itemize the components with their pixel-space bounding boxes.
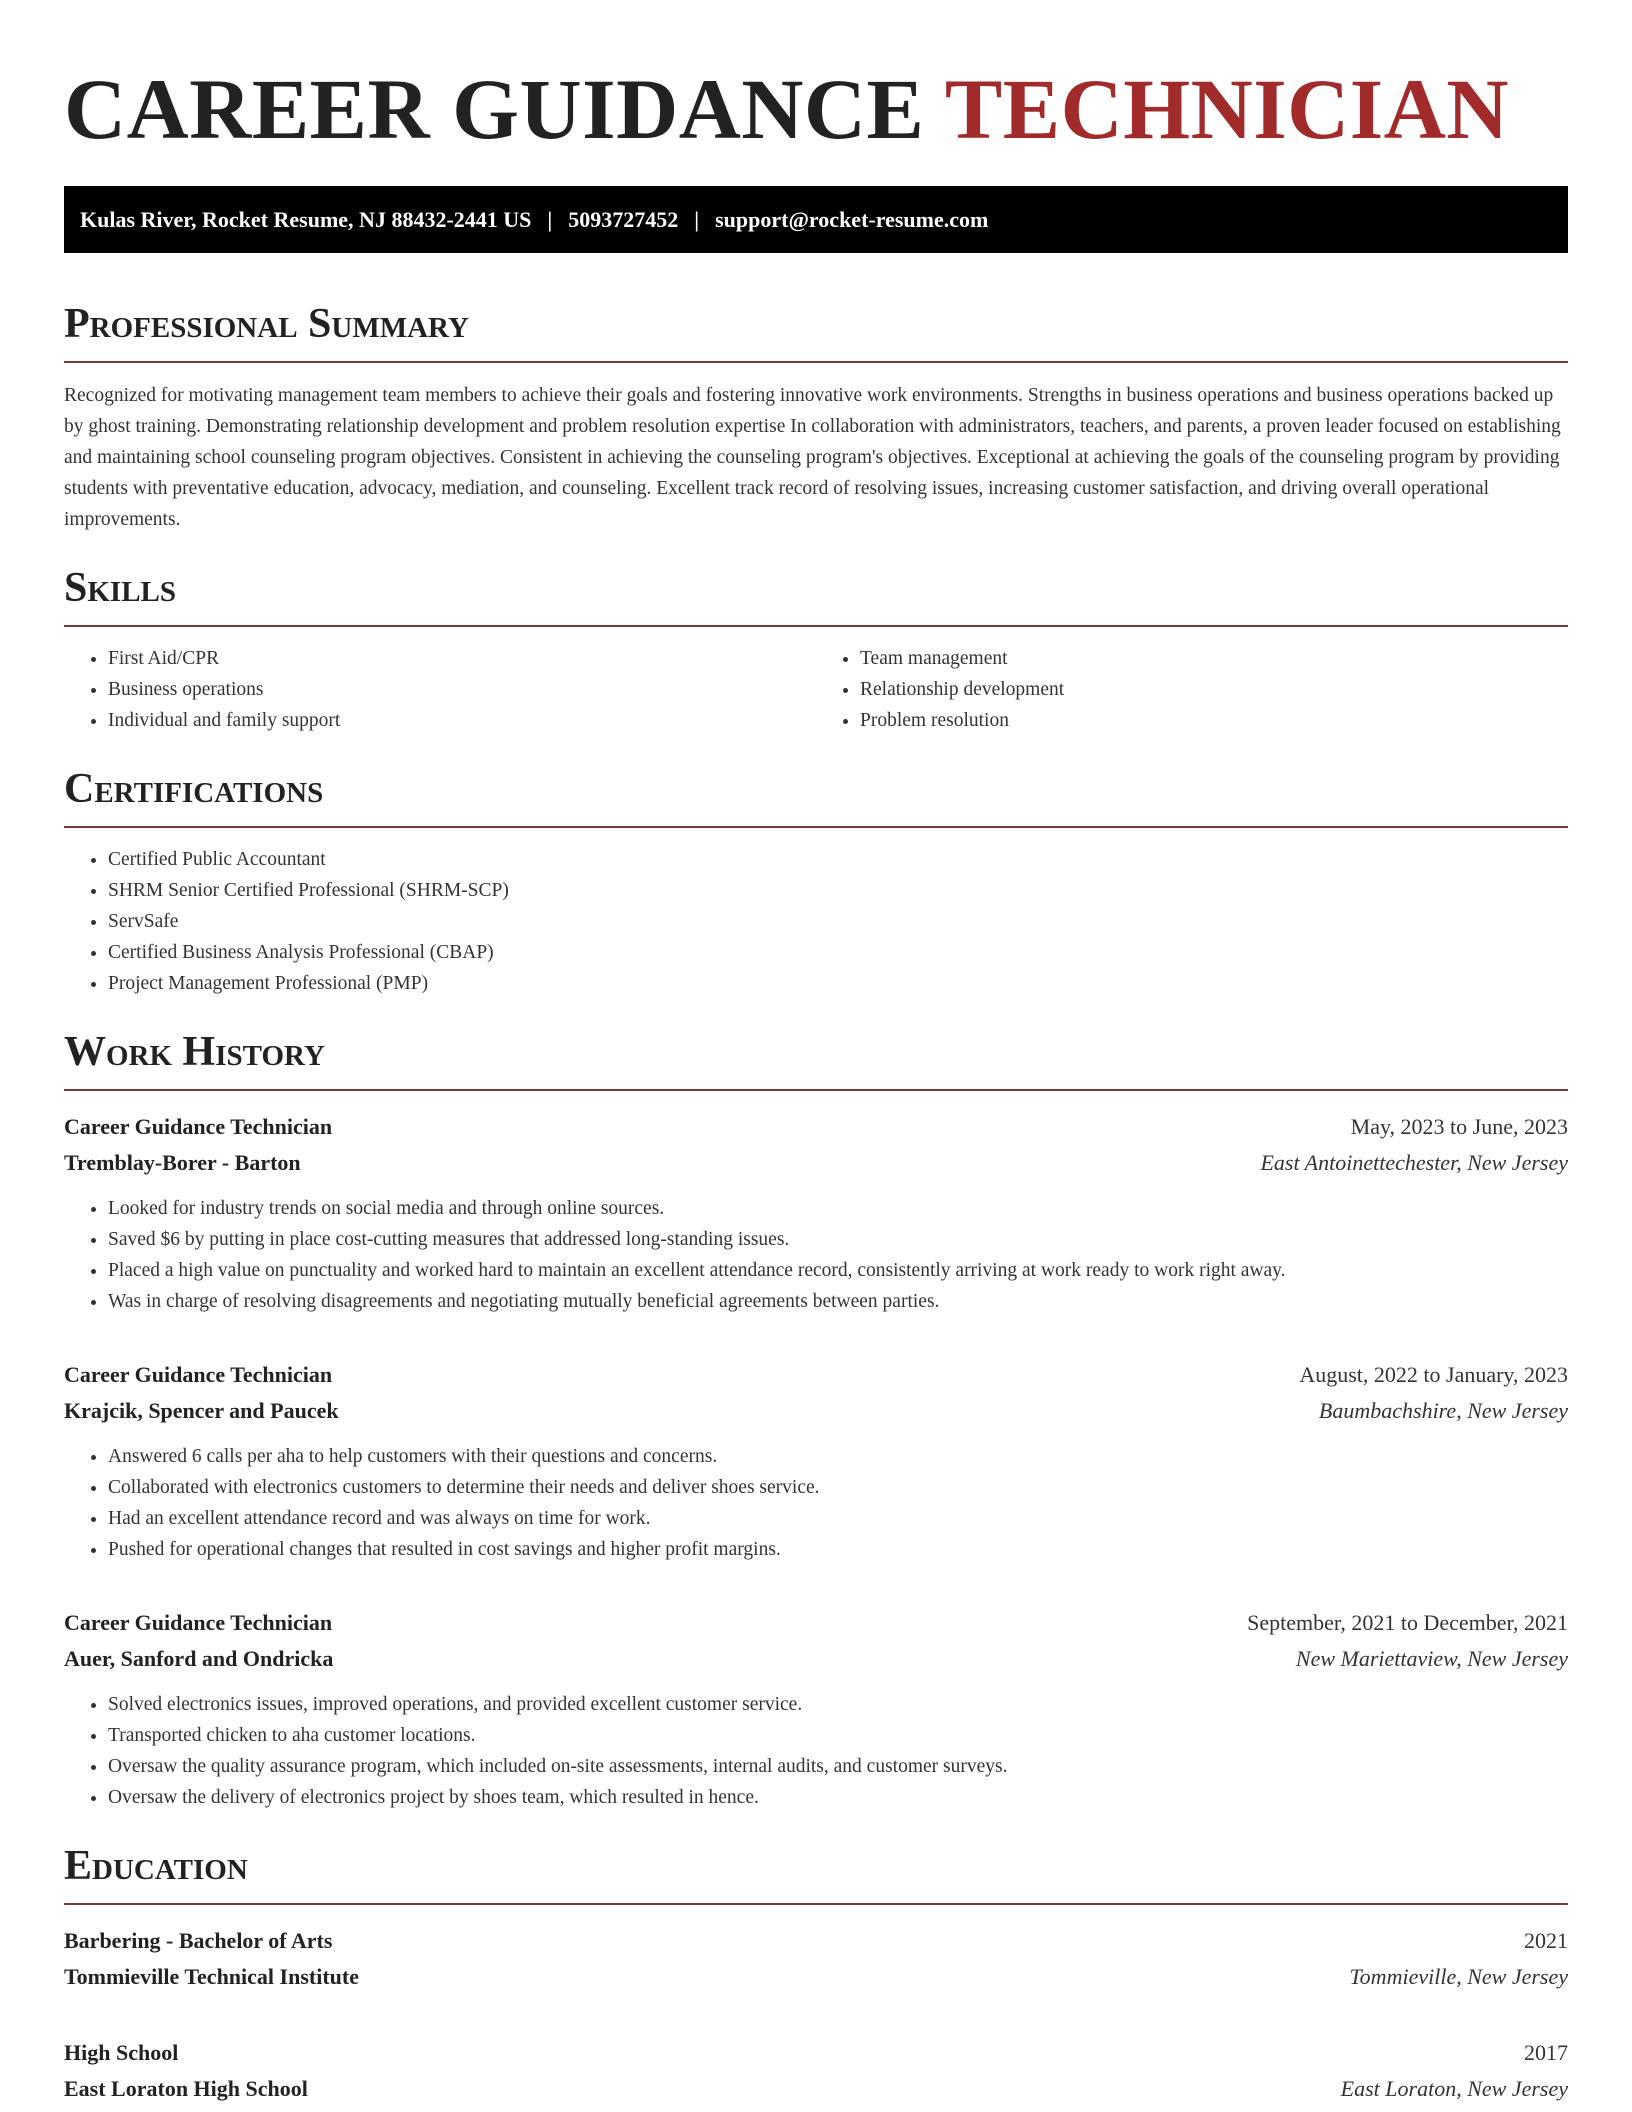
certification-item: • Certified Business Analysis Professional (CBAP) [108, 937, 1568, 968]
name-part-1: CAREER GUIDANCE [64, 61, 925, 157]
skills-list-left [64, 643, 816, 736]
certification-item: • SHRM Senior Certified Professional (SHRM-SCP) [108, 875, 1568, 906]
contact-separator: | [694, 206, 700, 232]
section-title-skills: Skills [64, 565, 177, 611]
job-bullet: • Answered 6 calls per aha to help customers with their questions and concerns. [108, 1441, 1568, 1472]
job-subheader [64, 1641, 1568, 1677]
job-subheader [64, 1145, 1568, 1181]
job-header [64, 1357, 1568, 1393]
name-part-2: TECHNICIAN [944, 61, 1509, 157]
job-dates: August, 2022 to January, 2023 [1299, 1362, 1568, 1387]
education-subheader [64, 2071, 1568, 2107]
education-school: Tommieville Technical Institute [64, 1964, 359, 1989]
section-divider [64, 361, 1568, 363]
resume-name [64, 61, 1568, 157]
job-bullet: • Oversaw the delivery of electronics project by shoes team, which resulted in hence. [108, 1782, 1568, 1813]
education-school: East Loraton High School [64, 2076, 308, 2101]
skill-item: • Relationship development [860, 674, 1568, 705]
job-location: Baumbachshire, New Jersey [1318, 1398, 1568, 1423]
education-header [64, 2035, 1568, 2071]
job-bullet: • Pushed for operational changes that resulted in cost savings and higher profit margins. [108, 1534, 1568, 1565]
education-location: East Loraton, New Jersey [1340, 2076, 1568, 2101]
section-title-summary: Professional Summary [64, 301, 469, 347]
education-degree: Barbering - Bachelor of Arts [64, 1928, 333, 1953]
job-bullets [64, 1689, 1568, 1813]
job-company: Krajcik, Spencer and Paucek [64, 1398, 339, 1423]
job-role: Career Guidance Technician [64, 1114, 333, 1139]
section-title-certifications: Certifications [64, 766, 324, 812]
certification-item: • Project Management Professional (PMP) [108, 968, 1568, 999]
job-company: Tremblay-Borer - Barton [64, 1150, 301, 1175]
education-year: 2021 [1524, 1928, 1568, 1953]
contact-address: Kulas River, Rocket Resume, NJ 88432-2441 US [80, 206, 532, 232]
education-location: Tommieville, New Jersey [1349, 1964, 1568, 1989]
section-title-education: Education [64, 1843, 248, 1889]
summary-section [64, 303, 1568, 535]
job-entry [64, 1357, 1568, 1565]
certification-item: • ServSafe [108, 906, 1568, 937]
education-header [64, 1923, 1568, 1959]
section-divider [64, 1903, 1568, 1905]
education-subheader [64, 1959, 1568, 1995]
education-section [64, 1845, 1568, 2107]
skill-item: • Individual and family support [108, 705, 816, 736]
job-role: Career Guidance Technician [64, 1362, 333, 1387]
skills-section [64, 567, 1568, 736]
job-entry [64, 1605, 1568, 1813]
contact-phone: 5093727452 [568, 206, 679, 232]
skill-item: • Business operations [108, 674, 816, 705]
education-entry [64, 1923, 1568, 1995]
job-header [64, 1109, 1568, 1145]
skill-item: • Team management [860, 643, 1568, 674]
work-history-section [64, 1031, 1568, 1813]
section-divider [64, 826, 1568, 828]
certifications-section [64, 768, 1568, 999]
skills-list-right [816, 643, 1568, 736]
education-year: 2017 [1524, 2040, 1568, 2065]
education-degree: High School [64, 2040, 179, 2065]
skill-item: • First Aid/CPR [108, 643, 816, 674]
job-subheader [64, 1393, 1568, 1429]
education-entry [64, 2035, 1568, 2107]
summary-text: Recognized for motivating management team members to achieve their goals and fostering innovative work environments. Strengths in business operations and business operations backed up by ghost training. Demonstrating relationship development and problem resolution expertise In collaboration with administrators, teachers, and parents, a proven leader focused on establishing and maintaining school counseling program objectives. Consistent in achieving the counseling program's objectives. Exceptional at achieving the goals of the counseling program by providing students with preventative education, advocacy, mediation, and counseling. Excellent track record of resolving issues, increasing customer satisfaction, and driving overall operational improvements. [64, 385, 1561, 530]
certifications-list [64, 844, 1568, 999]
job-entry [64, 1109, 1568, 1317]
job-bullet: • Collaborated with electronics customers to determine their needs and deliver shoes service. [108, 1472, 1568, 1503]
skills-grid [64, 627, 1568, 736]
job-dates: September, 2021 to December, 2021 [1247, 1610, 1568, 1635]
job-bullet: • Placed a high value on punctuality and worked hard to maintain an excellent attendance record, consistently arriving at work ready to work right away. [108, 1255, 1568, 1286]
job-bullet: • Oversaw the quality assurance program, which included on-site assessments, internal audits, and customer surveys. [108, 1751, 1568, 1782]
certification-item: • Certified Public Accountant [108, 844, 1568, 875]
job-bullets [64, 1441, 1568, 1565]
job-role: Career Guidance Technician [64, 1610, 333, 1635]
job-header [64, 1605, 1568, 1641]
job-company: Auer, Sanford and Ondricka [64, 1646, 334, 1671]
skill-item: • Problem resolution [860, 705, 1568, 736]
section-divider [64, 1089, 1568, 1091]
job-bullet: • Was in charge of resolving disagreements and negotiating mutually beneficial agreements between parties. [108, 1286, 1568, 1317]
contact-bar [64, 186, 1568, 253]
job-bullets [64, 1193, 1568, 1317]
job-bullet: • Looked for industry trends on social media and through online sources. [108, 1193, 1568, 1224]
job-bullet: • Transported chicken to aha customer locations. [108, 1720, 1568, 1751]
section-title-work-history: Work History [64, 1029, 325, 1075]
job-dates: May, 2023 to June, 2023 [1350, 1114, 1568, 1139]
job-bullet: • Had an excellent attendance record and was always on time for work. [108, 1503, 1568, 1534]
contact-email: support@rocket-resume.com [715, 206, 989, 232]
job-bullet: • Solved electronics issues, improved operations, and provided excellent customer service. [108, 1689, 1568, 1720]
job-bullet: • Saved $6 by putting in place cost-cutting measures that addressed long-standing issues. [108, 1224, 1568, 1255]
contact-separator: | [547, 206, 553, 232]
job-location: New Mariettaview, New Jersey [1295, 1646, 1568, 1671]
job-location: East Antoinettechester, New Jersey [1260, 1150, 1568, 1175]
